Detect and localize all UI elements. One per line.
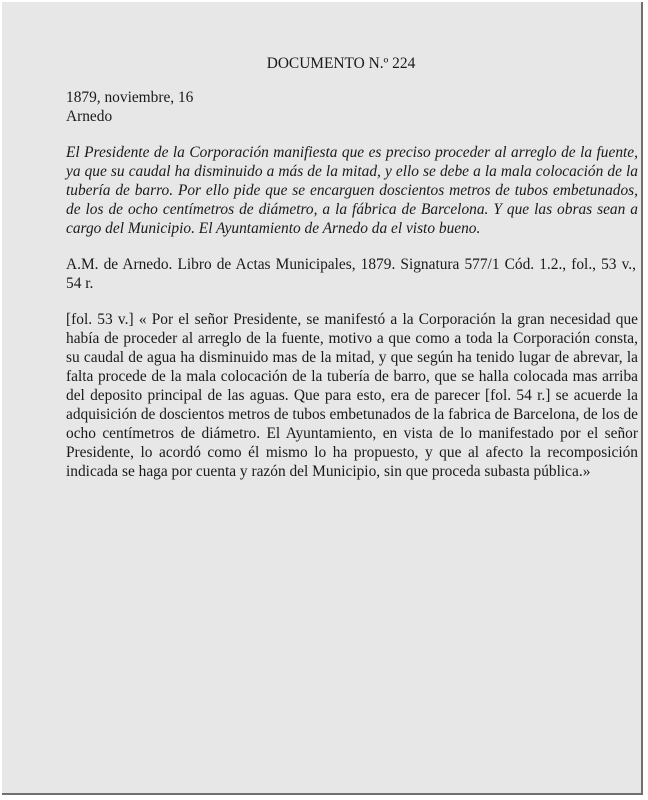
document-date: 1879, noviembre, 16 bbox=[66, 89, 194, 106]
document-transcription: [fol. 53 v.] « Por el señor Presidente, se manifestó a la Corporación la gran necesidad que había de proceder al arreglo de la fuente, motivo a que como a toda la Corporación consta, su caudal de agua ha disminuido mas de la mitad, y que según ha tenido lugar de abrevar, la falta procede de la mala colocación de la tubería de barro, que se halla colocada mas arriba del deposito principal de las aguas. Que para esto, era de parecer [fol. 54 r.] se acuerde la adquisición de doscientos metros de tubos embetunados de la fabrica de Barcelona, de los de ocho centímetros de diámetro. El Ayuntamiento, en vista de lo manifestado por el señor Presidente, lo acordó como él mismo lo ha propuesto, y que al afecto la recomposición indicada se haga por cuenta y razón del Municipio, sin que proceda subasta pública.» bbox=[66, 311, 638, 480]
document-source: A.M. de Arnedo. Libro de Actas Municipales, 1879. Signatura 577/1 Cód. 1.2., fol., 53 v., 54 r. bbox=[66, 256, 636, 292]
document-place: Arnedo bbox=[66, 108, 113, 125]
document-body bbox=[66, 54, 636, 481]
document-summary: El Presidente de la Corporación manifiesta que es preciso proceder al arreglo de la fuente, ya que su caudal ha disminuido a más de la mitad, y ello se debe a la mala colocación de la tubería de barro. Por ello pide que se encarguen doscientos metros de tubos embetunados, de los de ocho centímetros de diámetro, a la fábrica de Barcelona. Y que las obras sean a cargo del Municipio. El Ayuntamiento de Arnedo da el visto bueno. bbox=[66, 144, 638, 237]
document-title: DOCUMENTO N.º 224 bbox=[266, 55, 416, 72]
document-page bbox=[2, 2, 643, 795]
